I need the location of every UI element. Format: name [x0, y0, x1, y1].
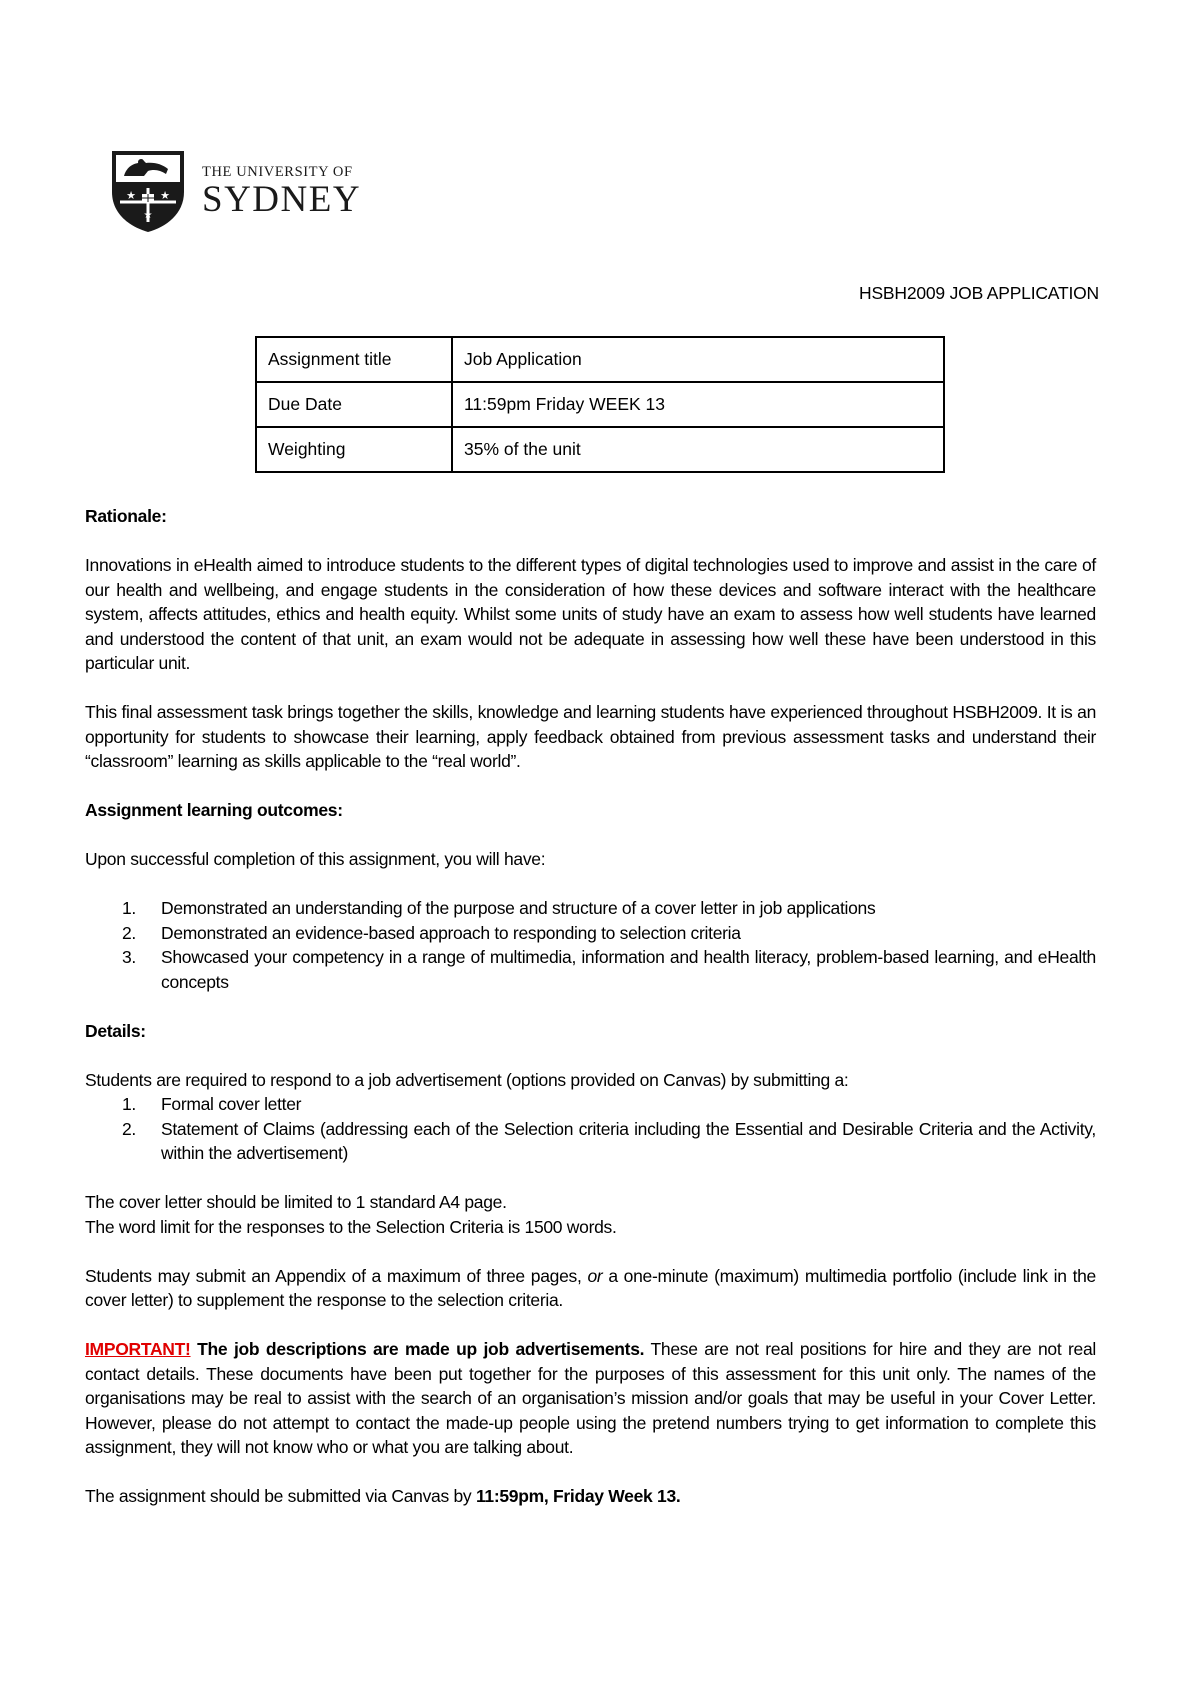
logo-line-2: SYDNEY: [202, 178, 362, 220]
svg-text:★: ★: [143, 210, 153, 221]
list-item: [85, 1117, 1096, 1166]
university-logo: [108, 148, 361, 234]
important-paragraph: [85, 1337, 1096, 1460]
list-item: [85, 1092, 1096, 1117]
important-text: These are not real positions for hire and they are not real contact details. These documents have been put together for the purposes of this assessment for this unit only. The names of the organisations may be real to assist with the search of an organisation’s mission and/or goals that may be useful in your Cover Letter. However, please do not attempt to contact the made-up people using the pretend numbers trying to get information to complete this assignment, they will not know who or what you are talking about.: [85, 1339, 1096, 1457]
word-limit: The word limit for the responses to the Selection Criteria is 1500 words.: [85, 1216, 617, 1237]
list-number: 3.: [122, 947, 136, 967]
submission-paragraph: [85, 1484, 1096, 1509]
svg-text:★: ★: [126, 189, 136, 202]
list-item: [85, 921, 1096, 946]
table-value-cell: Job Application: [452, 337, 944, 382]
details-intro: Students are required to respond to a job advertisement (options provided on Canvas) by submitting a:: [85, 1069, 849, 1090]
table-value-cell: 11:59pm Friday WEEK 13: [452, 382, 944, 427]
appendix-paragraph: [85, 1264, 1096, 1313]
appendix-text-a: Students may submit an Appendix of a maximum of three pages,: [85, 1265, 588, 1286]
logo-line-1: THE UNIVERSITY OF: [202, 163, 353, 180]
list-item: [85, 896, 1096, 921]
outcomes-heading: Assignment learning outcomes:: [85, 800, 343, 820]
table-row: [256, 427, 944, 472]
appendix-text-b: a one-minute (maximum) multimedia portfolio (include link in the cover letter) to supplement the response to the selection criteria.: [85, 1265, 1096, 1310]
document-body: [85, 504, 1096, 1509]
table-row: [256, 337, 944, 382]
assignment-info-table: [255, 336, 945, 473]
rationale-heading: Rationale:: [85, 506, 167, 526]
university-crest-icon: [108, 148, 188, 234]
list-number: 1.: [122, 1094, 136, 1114]
list-text: Demonstrated an evidence-based approach to responding to selection criteria: [161, 922, 741, 943]
submission-text: The assignment should be submitted via Canvas by: [85, 1486, 476, 1506]
list-number: 2.: [122, 922, 136, 943]
table-value-cell: 35% of the unit: [452, 427, 944, 472]
outcomes-list: [85, 896, 1096, 994]
list-item: [85, 945, 1096, 994]
table-row: [256, 382, 944, 427]
details-heading: Details:: [85, 1020, 146, 1041]
appendix-or: or: [587, 1265, 603, 1286]
rationale-paragraph-2: This final assessment task brings together the skills, knowledge and learning students have experienced throughout HSBH2009. It is an opportunity for students to showcase their learning, apply feedback obtained from previous assessment tasks and understand their “classroom” learning as skills applicable to the “real world”.: [85, 702, 1096, 771]
table-key-cell: Due Date: [256, 382, 452, 427]
list-number: 1.: [122, 898, 136, 918]
table-key-cell: Weighting: [256, 427, 452, 472]
list-text: Demonstrated an understanding of the purpose and structure of a cover letter in job applications: [161, 898, 876, 918]
list-text: Showcased your competency in a range of multimedia, information and health literacy, problem-based learning, and eHealth concepts: [161, 947, 1096, 992]
rationale-paragraph-1: Innovations in eHealth aimed to introduce students to the different types of digital technologies used to improve and assist in the care of our health and wellbeing, and engage students in the consideration of how these devices and software interact with the healthcare system, affects attitudes, ethics and health equity. Whilst some units of study have an exam to assess how well students have learned and understood the content of that unit, an exam would not be adequate in assessing how well these have been understood in this particular unit.: [85, 555, 1096, 673]
svg-text:★: ★: [160, 189, 170, 202]
list-text: Statement of Claims (addressing each of the Selection criteria including the Essential and Desirable Criteria and the Activity, within the advertisement): [161, 1118, 1096, 1163]
outcomes-intro: Upon successful completion of this assignment, you will have:: [85, 849, 546, 869]
cover-letter-limit: The cover letter should be limited to 1 standard A4 page.: [85, 1192, 507, 1212]
document-header-title: HSBH2009 JOB APPLICATION: [859, 283, 1099, 303]
important-bold-text: The job descriptions are made up job advertisements.: [190, 1339, 645, 1359]
details-list: [85, 1092, 1096, 1166]
submission-deadline: 11:59pm, Friday Week 13.: [475, 1486, 681, 1506]
list-number: 2.: [122, 1118, 136, 1139]
list-text: Formal cover letter: [161, 1094, 302, 1114]
table-key-cell: Assignment title: [256, 337, 452, 382]
important-label: IMPORTANT!: [85, 1339, 191, 1359]
